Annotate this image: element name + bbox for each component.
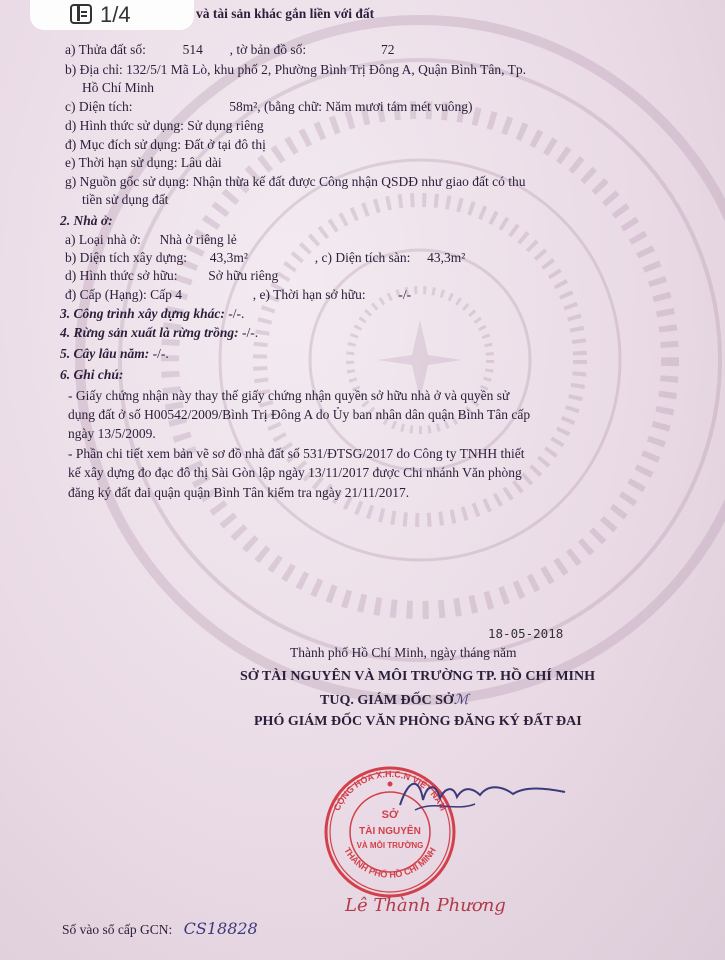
note-line: dụng đất ở số H00542/2009/Bình Trị Đông A do Ủy ban nhân dân quận Bình Tân cấp [68, 407, 531, 422]
ownership-term-value: -/- [398, 287, 412, 302]
house-ownership-row [65, 268, 278, 284]
note-line: - Phần chi tiết xem bản vẽ sơ đồ nhà đất số 531/ĐTSG/2017 do Công ty TNHH thiết [68, 446, 525, 461]
svg-text:THÀNH PHỐ HỒ CHÍ MINH [342, 846, 438, 880]
seal-bottom-text: THÀNH PHỐ HỒ CHÍ MINH [342, 845, 438, 880]
house-grade-row [65, 287, 411, 303]
label: , tờ bản đồ số: [229, 42, 307, 57]
label: b) Diện tích xây dựng: [65, 250, 188, 265]
page-indicator-badge[interactable] [30, 0, 194, 30]
label: e) Thời hạn sử dụng: [65, 155, 178, 170]
map-sheet-number: 72 [380, 42, 395, 57]
label: Số vào sổ cấp GCN: [62, 922, 173, 937]
other-works-row [60, 306, 244, 322]
label: d) Hình thức sở hữu: [65, 268, 178, 283]
floor-area-value: 43,3m² [427, 250, 466, 265]
land-origin-cont: tiền sử dụng đất [82, 192, 169, 207]
parcel-number: 514 [182, 42, 203, 57]
house-section-title: 2. Nhà ở: [60, 213, 113, 228]
forest-row [60, 325, 258, 341]
note-line: - Giấy chứng nhận này thay thế giấy chứng nhận quyền sở hữu nhà ở và quyền sử [68, 388, 510, 403]
land-usage-form-row [65, 118, 264, 134]
date-stamp: 18-05-2018 [488, 626, 564, 641]
gcn-entry-row [62, 921, 258, 938]
label: d) Hình thức sử dụng: [65, 118, 184, 133]
page-indicator-text: 1/4 [100, 2, 131, 27]
label: 4. Rừng sản xuất là rừng trồng: [60, 325, 239, 340]
role-heading-2: PHÓ GIÁM ĐỐC VĂN PHÒNG ĐĂNG KÝ ĐẤT ĐAI [254, 714, 582, 729]
seal-center-text: TÀI NGUYÊN [359, 826, 421, 837]
land-parcel-row [65, 42, 394, 58]
land-address-cont: Hồ Chí Minh [82, 80, 155, 95]
house-type-value: Nhà ở riêng lẻ [159, 232, 237, 247]
seal-top-text: CỘNG HÒA X.H.C.N VIỆT NAM [331, 768, 449, 813]
label: g) Nguồn gốc sử dụng: [65, 174, 190, 189]
notes-title: 6. Ghi chú: [60, 367, 124, 382]
house-type-row [65, 232, 237, 248]
role-text: TUQ. GIÁM ĐỐC SỞ [320, 693, 454, 708]
label: đ) Mục đích sử dụng: [65, 137, 182, 152]
grade-value: đ) Cấp (Hạng): Cấp 4 [65, 287, 182, 302]
label: b) Địa chỉ: [65, 62, 123, 77]
label: , c) Diện tích sàn: [314, 250, 411, 265]
address-value: 132/5/1 Mã Lò, khu phố 2, Phường Bình Trị Đông A, Quận Bình Tân, Tp. [126, 62, 526, 77]
pages-icon [70, 4, 92, 24]
signer-name: Lê Thành Phương [345, 895, 506, 916]
ownership-value: Sở hữu riêng [208, 268, 279, 283]
land-purpose-row [65, 137, 266, 153]
initial-mark: ℳ [453, 692, 469, 708]
area-value: 58m², (bằng chữ: Năm mươi tám mét vuông) [229, 99, 473, 114]
usage-form-value: Sử dụng riêng [187, 118, 264, 133]
value: -/-. [228, 306, 245, 321]
note-line: đăng ký đất đai quận quận Bình Tân kiểm tra ngày 21/11/2017. [68, 485, 410, 500]
label: a) Loại nhà ở: [65, 232, 141, 247]
value: -/-. [241, 325, 259, 340]
seal-center-text: VÀ MÔI TRƯỜNG [356, 841, 424, 850]
origin-value: Nhận thừa kế đất được Công nhận QSDĐ như giao đất có thu [192, 174, 526, 189]
purpose-value: Đất ở tại đô thị [184, 137, 266, 152]
label: c) Diện tích: [65, 99, 133, 114]
org-heading: SỞ TÀI NGUYÊN VÀ MÔI TRƯỜNG TP. HỒ CHÍ MINH [240, 669, 595, 684]
perennial-row [60, 346, 169, 362]
value: -/-. [152, 346, 169, 361]
role-heading-1 [0, 692, 725, 709]
gcn-entry-number: CS18828 [183, 919, 258, 938]
house-build-area-row [65, 250, 465, 266]
label: 5. Cây lâu năm: [60, 346, 150, 361]
land-area-row [65, 99, 473, 115]
note-line: ngày 13/5/2009. [68, 426, 156, 441]
term-value: Lâu dài [180, 155, 222, 170]
land-origin-row [65, 174, 525, 190]
label: 3. Công trình xây dựng khác: [60, 306, 225, 321]
land-address-row [65, 62, 526, 78]
place-date-line: Thành phố Hồ Chí Minh, ngày tháng năm [290, 645, 517, 660]
header-line: và tài sản khác gắn liền với đất [196, 6, 375, 21]
note-line: kế xây dựng đo đạc đô thị Sài Gòn lập ngày 13/11/2017 được Chi nhánh Văn phòng [68, 465, 522, 480]
label: , e) Thời hạn sở hữu: [252, 287, 366, 302]
land-term-row [65, 155, 222, 171]
seal-center-text: SỞ [381, 809, 399, 821]
handwritten-signature [395, 770, 575, 820]
label: a) Thửa đất số: [65, 42, 146, 57]
build-area-value: 43,3m² [209, 250, 248, 265]
